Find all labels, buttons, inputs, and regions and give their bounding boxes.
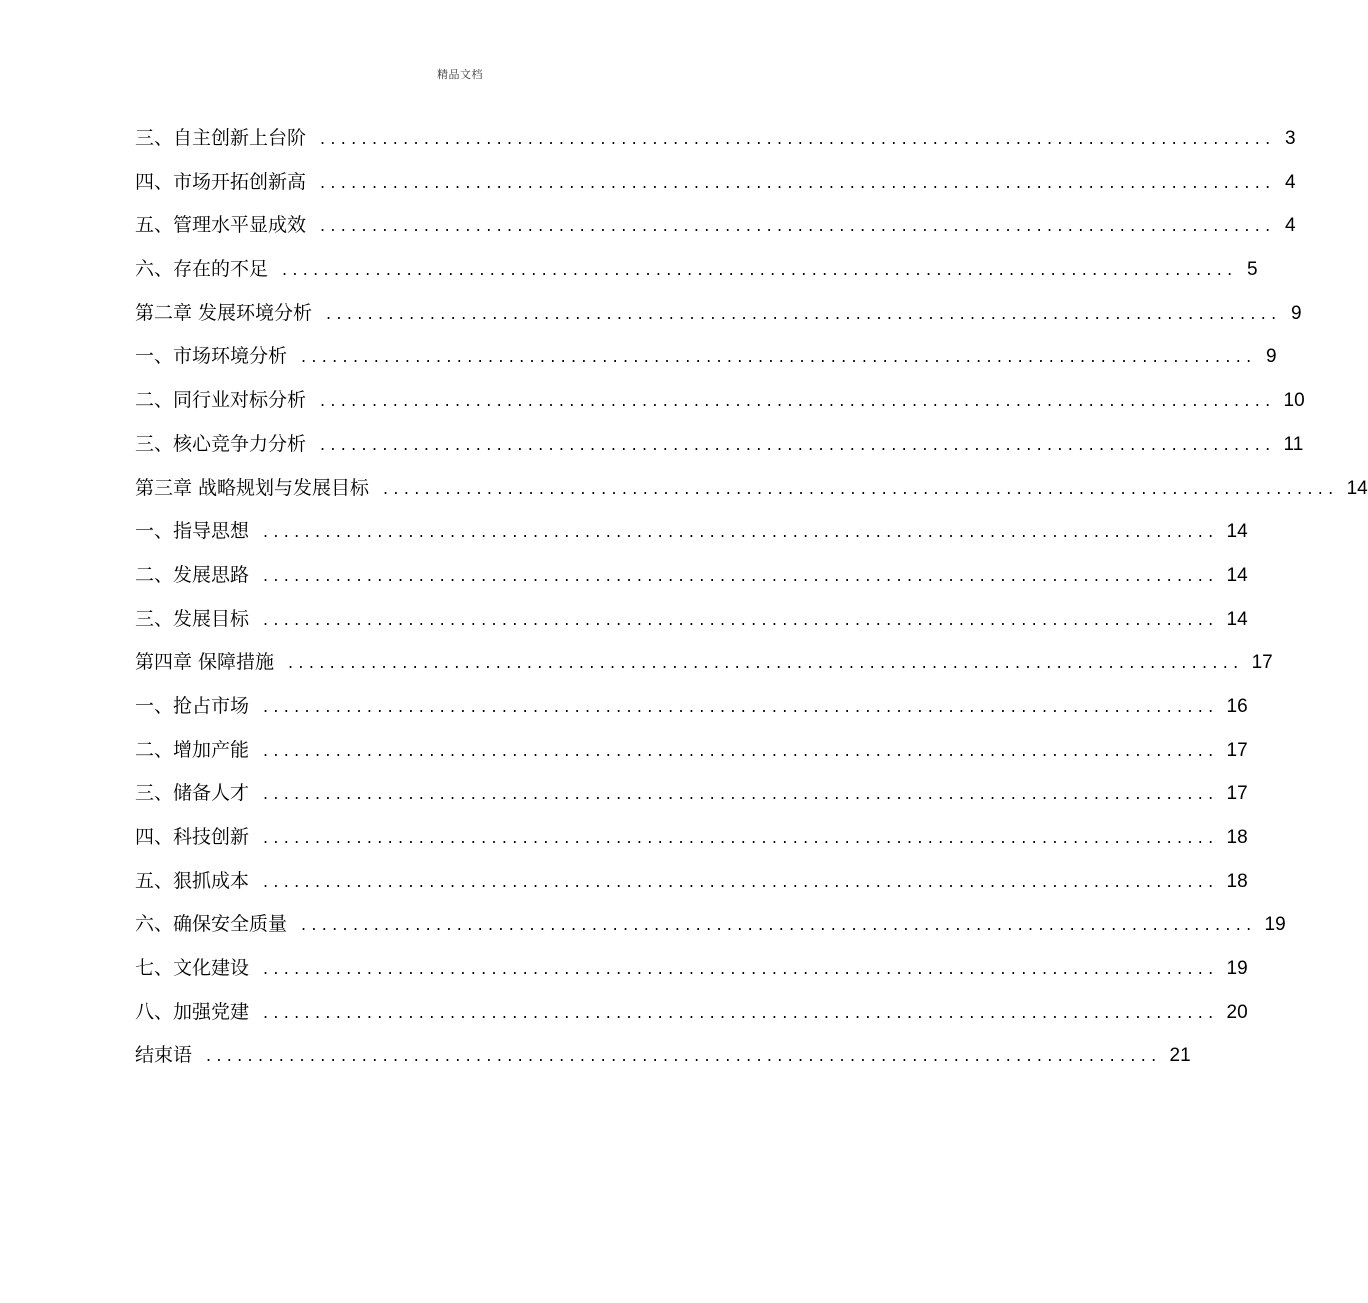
toc-dot-leader: ............................................................................................: [288, 653, 1244, 673]
toc-page-number: 14: [1226, 608, 1248, 630]
toc-dot-leader: ............................................................................................: [320, 216, 1276, 236]
toc-page-number: 14: [1346, 477, 1368, 499]
toc-chapter-entry[interactable]: [135, 648, 1273, 692]
toc-page-number: 17: [1251, 652, 1273, 674]
toc-entry-title: 二、增加产能: [135, 738, 250, 761]
toc-dot-leader: ............................................................................................: [263, 696, 1219, 716]
toc-entry[interactable]: [135, 124, 1296, 168]
toc-entry[interactable]: [135, 255, 1258, 299]
toc-dot-leader: ............................................................................................: [326, 303, 1282, 323]
toc-entry-title: 六、存在的不足: [135, 258, 269, 281]
toc-entry[interactable]: [135, 692, 1248, 736]
toc-page-number: 19: [1226, 958, 1248, 980]
toc-page-number: 18: [1226, 827, 1248, 848]
toc-dot-leader: ............................................................................................: [320, 434, 1276, 454]
toc-page-number: 17: [1226, 739, 1248, 761]
toc-entry[interactable]: [135, 954, 1248, 998]
toc-page-number: 9: [1290, 302, 1302, 324]
toc-entry-title: 三、自主创新上台阶: [135, 127, 307, 149]
toc-page-number: 21: [1169, 1045, 1191, 1067]
toc-entry-title: 一、抢占市场: [135, 694, 250, 717]
toc-dot-leader: ............................................................................................: [282, 260, 1238, 280]
toc-entry-title: 二、发展思路: [135, 563, 250, 586]
toc-dot-leader: ............................................................................................: [301, 347, 1257, 367]
toc-dot-leader: ............................................................................................: [263, 740, 1219, 760]
toc-dot-leader: ............................................................................................: [383, 478, 1339, 498]
toc-chapter-entry[interactable]: [135, 1041, 1191, 1085]
toc-dot-leader: ............................................................................................: [320, 391, 1276, 411]
toc-page-number: 14: [1226, 564, 1248, 586]
toc-page-number: 5: [1246, 259, 1258, 281]
toc-entry-title: 六、确保安全质量: [135, 913, 288, 936]
toc-entry-title: 五、狠抓成本: [135, 869, 250, 892]
toc-chapter-entry[interactable]: [135, 474, 1368, 518]
toc-entry[interactable]: [135, 736, 1248, 780]
toc-page-number: 4: [1284, 171, 1296, 193]
toc-page-number: 10: [1283, 390, 1305, 412]
toc-entry[interactable]: [135, 211, 1296, 255]
toc-dot-leader: ............................................................................................: [263, 1002, 1219, 1022]
toc-page-number: 16: [1226, 695, 1248, 717]
toc-entry-title: 二、同行业对标分析: [135, 389, 307, 412]
toc-entry[interactable]: [135, 910, 1286, 954]
toc-entry-title: 四、科技创新: [135, 826, 250, 848]
toc-entry-title: 三、核心竞争力分析: [135, 432, 307, 455]
toc-entry-title: 八、加强党建: [135, 1000, 250, 1023]
toc-entry[interactable]: [135, 168, 1296, 212]
toc-page-number: 9: [1265, 346, 1277, 368]
toc-dot-leader: ............................................................................................: [301, 915, 1257, 935]
toc-entry[interactable]: [135, 605, 1248, 649]
toc-entry[interactable]: [135, 342, 1277, 386]
toc-entry[interactable]: [135, 779, 1248, 823]
toc-dot-leader: ............................................................................................: [263, 609, 1219, 629]
toc-page-number: 11: [1283, 433, 1304, 455]
toc-dot-leader: ............................................................................................: [263, 784, 1219, 804]
toc-dot-leader: ............................................................................................: [206, 1046, 1162, 1066]
table-of-contents: [135, 124, 1368, 1085]
toc-entry-title: 一、市场环境分析: [135, 345, 288, 368]
toc-dot-leader: ............................................................................................: [320, 172, 1276, 192]
toc-entry-title: 四、市场开拓创新高: [135, 170, 307, 193]
toc-page-number: 17: [1226, 783, 1248, 805]
page-header: 精品文档: [437, 68, 483, 81]
toc-entry-title: 一、指导思想: [135, 520, 250, 543]
toc-dot-leader: ............................................................................................: [263, 565, 1219, 585]
toc-entry-title: 五、管理水平显成效: [135, 214, 307, 237]
toc-page-number: 18: [1226, 870, 1248, 892]
toc-page-number: 19: [1264, 914, 1286, 936]
toc-page-number: 14: [1226, 521, 1248, 543]
toc-chapter-entry[interactable]: [135, 299, 1302, 343]
toc-entry-title: 第二章 发展环境分析: [135, 301, 313, 324]
toc-entry[interactable]: [135, 823, 1248, 867]
toc-dot-leader: ............................................................................................: [263, 959, 1219, 979]
toc-entry[interactable]: [135, 386, 1305, 430]
toc-dot-leader: ............................................................................................: [320, 129, 1276, 148]
toc-entry-title: 三、储备人才: [135, 782, 250, 805]
toc-entry-title: 结束语: [135, 1044, 193, 1067]
toc-entry-title: 第三章 战略规划与发展目标: [135, 476, 370, 499]
toc-entry[interactable]: [135, 998, 1248, 1042]
toc-entry[interactable]: [135, 867, 1248, 911]
toc-dot-leader: ............................................................................................: [263, 871, 1219, 891]
toc-entry-title: 七、文化建设: [135, 957, 250, 980]
toc-dot-leader: ............................................................................................: [263, 828, 1219, 847]
toc-page-number: 4: [1284, 215, 1296, 237]
toc-entry-title: 第四章 保障措施: [135, 651, 275, 674]
toc-entry[interactable]: [135, 517, 1248, 561]
toc-entry-title: 三、发展目标: [135, 607, 250, 630]
toc-entry[interactable]: [135, 430, 1304, 474]
toc-entry[interactable]: [135, 561, 1248, 605]
toc-page-number: 3: [1284, 128, 1296, 149]
toc-dot-leader: ............................................................................................: [263, 522, 1219, 542]
toc-page-number: 20: [1226, 1001, 1248, 1023]
